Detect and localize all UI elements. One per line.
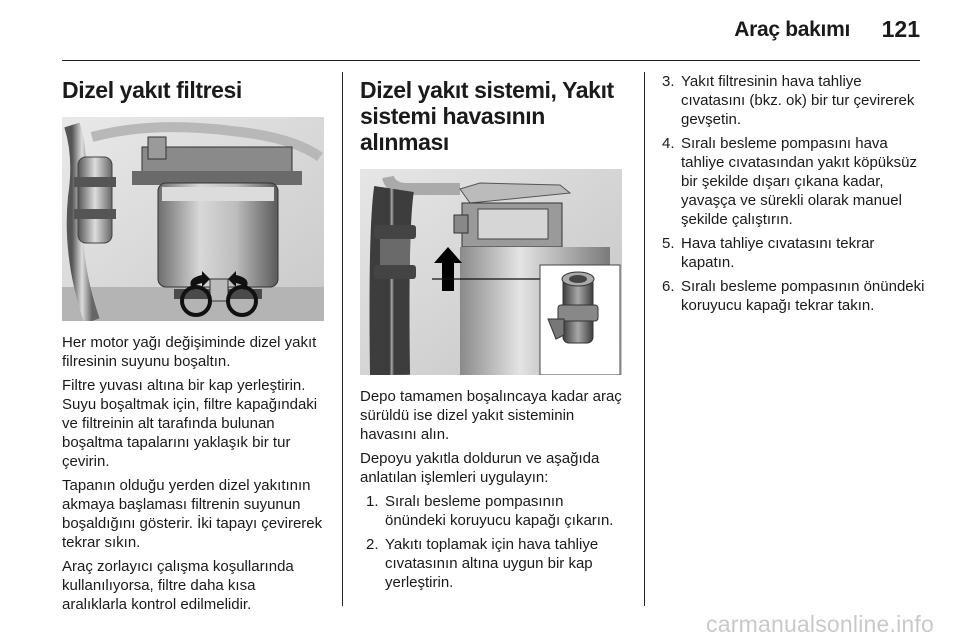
step-item [664, 277, 926, 315]
fuel-filter-illustration [62, 117, 324, 321]
step-text: Sıralı besleme pompasının önündeki koruyucu kapağı tekrar takın. [681, 278, 925, 314]
paragraph-1: Her motor yağı değişiminde dizel yakıt filresinin suyunu boşaltın. [62, 334, 317, 370]
steps-list-1 [360, 492, 628, 592]
page-header [0, 0, 960, 62]
step-text: Sıralı besleme pompasının önündeki koruyucu kapağı çıkarın. [385, 493, 614, 529]
step-text: Sıralı besleme pompasını hava tahliye cıvatasından yakıt köpüksüz bir şekilde dışarı çıkana kadar, yavaşça ve sürekli olarak manuel şekilde çalıştırın. [681, 135, 917, 228]
step-number: 5. [662, 235, 675, 252]
step-number: 1. [366, 493, 379, 510]
step-item [360, 492, 628, 530]
paragraph-2: Depoyu yakıtla doldurun ve aşağıda anlatılan işlemleri uygulayın: [360, 450, 600, 486]
column-divider-1 [342, 72, 343, 606]
step-number: 6. [662, 278, 675, 295]
step-text: Hava tahliye cıvatasını tekrar kapatın. [681, 235, 875, 271]
step-text: Yakıtı toplamak için hava tahliye cıvatasının altına uygun bir kap yerleştirin. [385, 536, 599, 591]
step-item [360, 535, 628, 592]
column-divider-2 [644, 72, 645, 606]
header-divider [62, 60, 920, 61]
section-title: Araç bakımı [734, 18, 850, 41]
step-item [664, 234, 926, 272]
watermark: carmanualsonline.info [706, 611, 934, 637]
bleed-screw-illustration [360, 169, 622, 375]
step-number: 2. [366, 536, 379, 553]
step-number: 4. [662, 135, 675, 152]
paragraph-2: Filtre yuvası altına bir kap yerleştirin. Suyu boşaltmak için, filtre kapağındaki ve filtreinin alt tarafında bulunan boşaltma tapalarını yaklaşık bir tur çevirin. [62, 377, 318, 470]
step-item [664, 134, 926, 229]
paragraph-3: Tapanın olduğu yerden dizel yakıtının akmaya başlaması filtrenin suyunun boşaldığını gösterir. İki tapayı çevirerek tekrar sıkın. [62, 477, 323, 551]
step-item [664, 72, 926, 129]
step-text: Yakıt filtresinin hava tahliye cıvatasını (bkz. ok) bir tur çevirerek gevşetin. [681, 73, 915, 128]
column-steps-continued [664, 72, 926, 320]
steps-list-2 [664, 72, 926, 315]
heading-fuel-filter: Dizel yakıt filtresi [62, 77, 242, 103]
heading-fuel-system-bleeding: Dizel yakıt sistemi, Yakıt sistemi havasının alınması [360, 77, 614, 155]
step-number: 3. [662, 73, 675, 90]
column-fuel-filter [62, 72, 324, 619]
page-number: 121 [881, 16, 920, 42]
paragraph-1: Depo tamamen boşalıncaya kadar araç sürüldü ise dizel yakıt sisteminin havasını alın. [360, 388, 622, 443]
column-fuel-system-bleeding [360, 72, 628, 597]
paragraph-4: Araç zorlayıcı çalışma koşullarında kullanılıyorsa, filtre daha kısa aralıklarla kontrol edilmelidir. [62, 558, 294, 613]
